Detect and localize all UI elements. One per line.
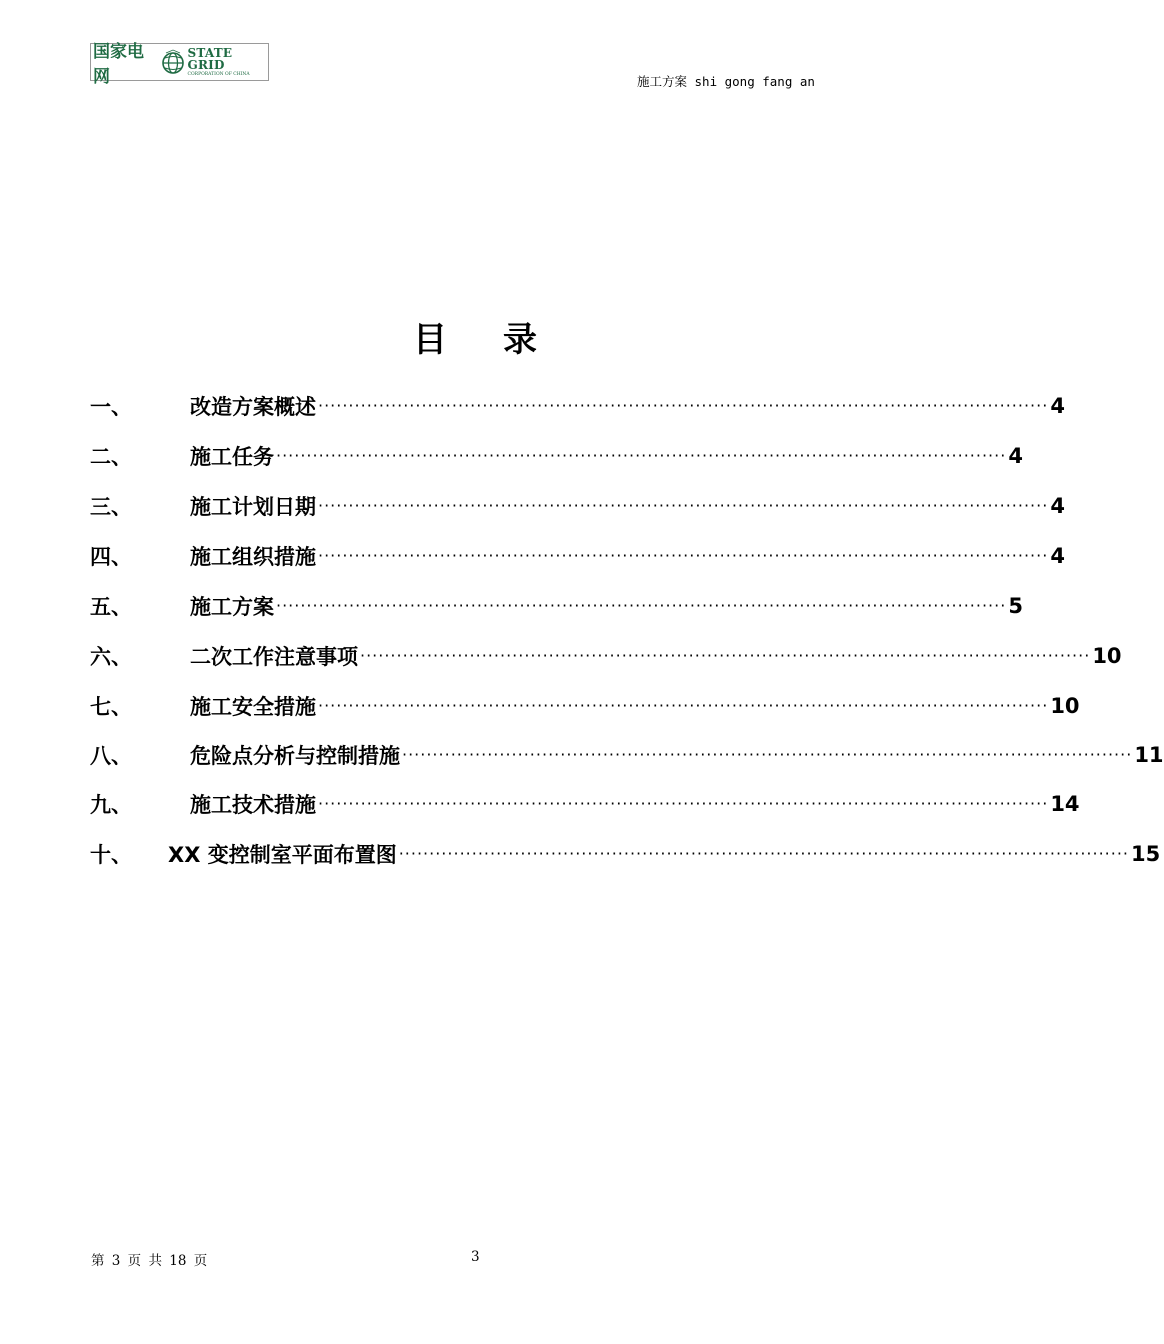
toc-entry-label: 危险点分析与控制措施 [190,744,400,768]
toc-leader-dots: ························································································································ [360,646,1091,665]
toc-entry-page: 15 [1131,842,1161,866]
toc-entry-label: 施工方案 [190,595,274,619]
toc-entry[interactable] [90,391,1065,421]
toc-leader-dots: ························································································································ [318,496,1049,515]
toc-entry-number: 十、 [90,843,132,867]
toc-entry[interactable] [90,491,1065,521]
toc-entry-page: 11 [1134,743,1164,767]
toc-entry[interactable] [90,541,1065,571]
toc-entry-number: 四、 [90,545,132,569]
toc-entry-label: 改造方案概述 [190,395,316,419]
toc-entry-number: 八、 [90,744,132,768]
toc-entry-number: 七、 [90,695,132,719]
toc-leader-dots: ························································································································ [276,596,1007,615]
toc-entry[interactable] [90,789,1080,819]
logo-en-text: STATE GRID [187,45,233,72]
toc-title-left: 目 [413,320,447,360]
toc-entry-page: 5 [1008,594,1023,618]
header-title: 施工方案 shi gong fang an [637,74,815,89]
toc-entry-number: 六、 [90,645,132,669]
toc-entry-label: 施工计划日期 [190,495,316,519]
toc-leader-dots: ························································································································ [318,396,1049,415]
toc-entry-page: 4 [1050,544,1065,568]
toc-entry[interactable] [90,591,1023,621]
logo-en-subtext: CORPORATION OF CHINA [187,71,250,77]
toc-entry-label: 二次工作注意事项 [190,645,358,669]
toc-entry-page: 4 [1008,444,1023,468]
toc-leader-dots: ························································································································ [276,446,1007,465]
toc-entry-number: 五、 [90,595,132,619]
footer-page-number: 3 [471,1249,480,1265]
toc-entry-number: 九、 [90,793,132,817]
toc-entry[interactable] [90,441,1023,471]
toc-entry-page: 10 [1092,644,1122,668]
toc-entry-label: 施工组织措施 [190,545,316,569]
toc-leader-dots: ························································································································ [318,546,1049,565]
logo-cn-text: 国家电网 [93,42,144,87]
toc-leader-dots: ························································································································ [318,696,1049,715]
footer-page-info: 第 3 页 共 18 页 [91,1253,208,1269]
toc-leader-dots: ························································································································ [398,844,1130,863]
toc-entry-number: 三、 [90,495,132,519]
toc-entry-page: 14 [1050,792,1080,816]
toc-entry[interactable] [90,691,1080,721]
toc-entry[interactable] [90,740,1164,770]
toc-entry-page: 4 [1050,394,1065,418]
toc-entry-label: XX 变控制室平面布置图 [168,843,397,867]
toc-title-right: 录 [503,320,537,360]
toc-entry-number: 二、 [90,445,132,469]
toc-entry-label: 施工任务 [190,445,274,469]
toc-leader-dots: ························································································································ [318,794,1049,813]
toc-entry-label: 施工安全措施 [190,695,316,719]
toc-entry-page: 10 [1050,694,1080,718]
toc-entry[interactable] [90,641,1122,671]
toc-entry-page: 4 [1050,494,1065,518]
toc-entry[interactable] [90,839,1161,869]
toc-leader-dots: ························································································································ [402,745,1133,764]
toc-entry-label: 施工技术措施 [190,793,316,817]
toc-entry-number: 一、 [90,395,132,419]
